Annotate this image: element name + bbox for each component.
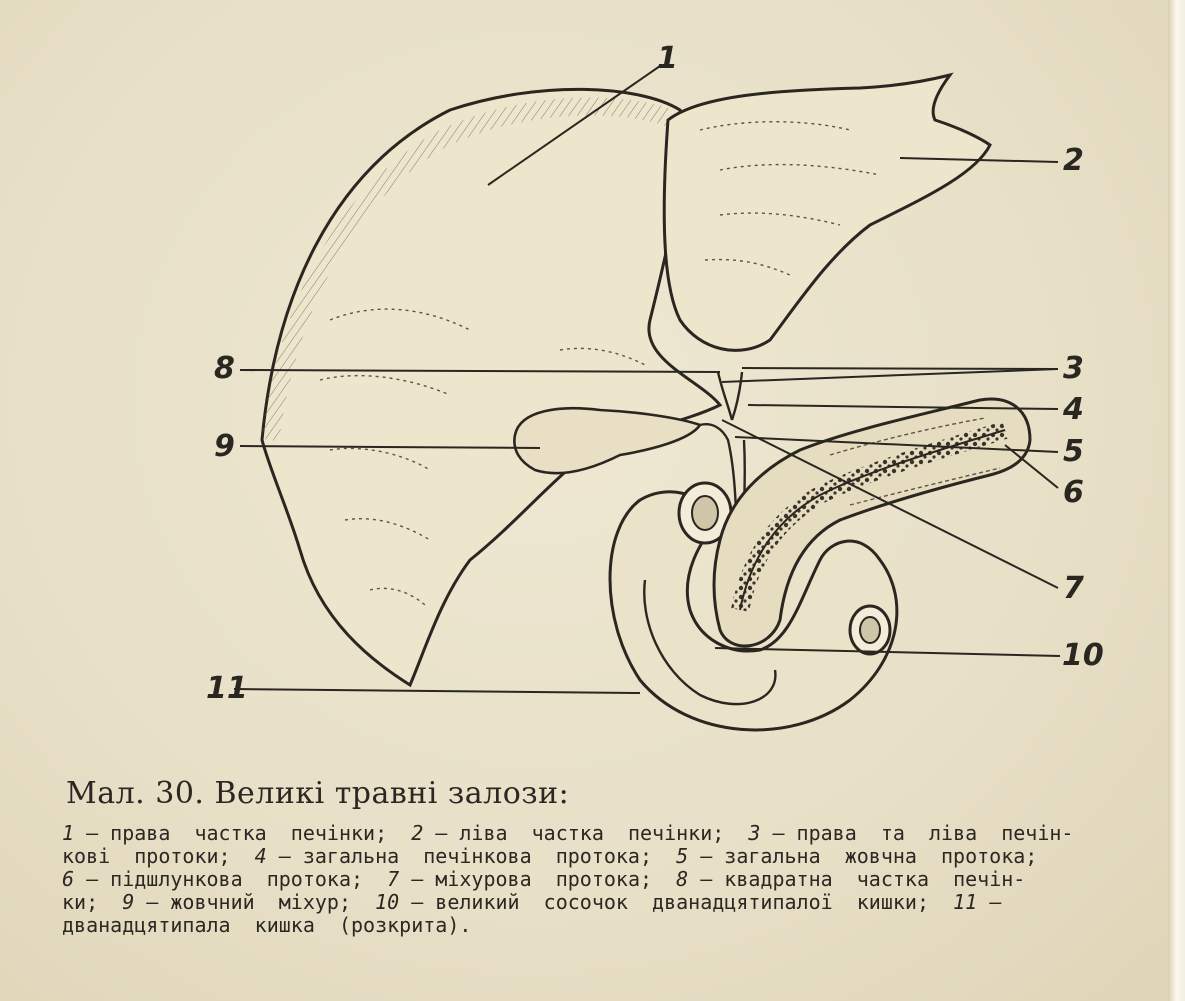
- left-lobe: [664, 75, 990, 350]
- legend-number: 5: [676, 844, 689, 868]
- legend-text: — загальна печінкова протока;: [266, 844, 677, 868]
- legend-text: дванадцятипала кишка (розкрита).: [62, 913, 472, 937]
- figure-legend: [62, 822, 1180, 937]
- callout-5: 5: [1063, 434, 1084, 469]
- callout-10: 10: [1062, 638, 1104, 673]
- callout-7: 7: [1063, 571, 1084, 606]
- legend-text: —: [977, 890, 1002, 914]
- legend-text: кові протоки;: [62, 844, 255, 868]
- legend-text: — ліва частка печінки;: [423, 822, 749, 845]
- legend-text: — міхурова протока;: [399, 867, 677, 891]
- callout-3: 3: [1063, 351, 1084, 386]
- callout-1: 1: [657, 41, 678, 76]
- legend-number: 1: [62, 822, 75, 845]
- legend-number: 7: [387, 867, 400, 891]
- callout-9: 9: [214, 429, 235, 464]
- callout-2: 2: [1063, 143, 1084, 178]
- gall-bladder: [514, 408, 700, 473]
- legend-text: — загальна жовчна протока;: [688, 844, 1038, 868]
- legend-text: — права та ліва печін-: [760, 822, 1074, 845]
- legend-number: 2: [411, 822, 424, 845]
- legend-number: 6: [62, 867, 75, 891]
- legend-number: 3: [748, 822, 761, 845]
- legend-number: 11: [953, 890, 978, 914]
- legend-text: — великий сосочок дванадцятипалої кишки;: [399, 890, 954, 914]
- callout-11: 11: [206, 671, 248, 706]
- legend-line: [62, 891, 1180, 914]
- legend-line: [62, 845, 1180, 868]
- book-spine-edge: [1168, 0, 1185, 1001]
- legend-text: ки;: [62, 890, 123, 914]
- callout-8: 8: [214, 351, 235, 386]
- legend-text: — квадратна частка печін-: [688, 867, 1026, 891]
- legend-line: [62, 914, 1180, 937]
- legend-number: 9: [122, 890, 135, 914]
- legend-line: [62, 868, 1180, 891]
- legend-number: 8: [676, 867, 689, 891]
- figure-caption-title: Мал. 30. Великі травні залози:: [66, 776, 570, 811]
- legend-number: 4: [254, 844, 267, 868]
- legend-number: 10: [375, 890, 400, 914]
- legend-line: [62, 822, 1180, 845]
- legend-text: — підшлункова протока;: [74, 867, 388, 891]
- callout-6: 6: [1063, 475, 1084, 510]
- legend-text: — права частка печінки;: [74, 822, 412, 845]
- legend-text: — жовчний міхур;: [134, 890, 376, 914]
- callout-4: 4: [1063, 392, 1084, 427]
